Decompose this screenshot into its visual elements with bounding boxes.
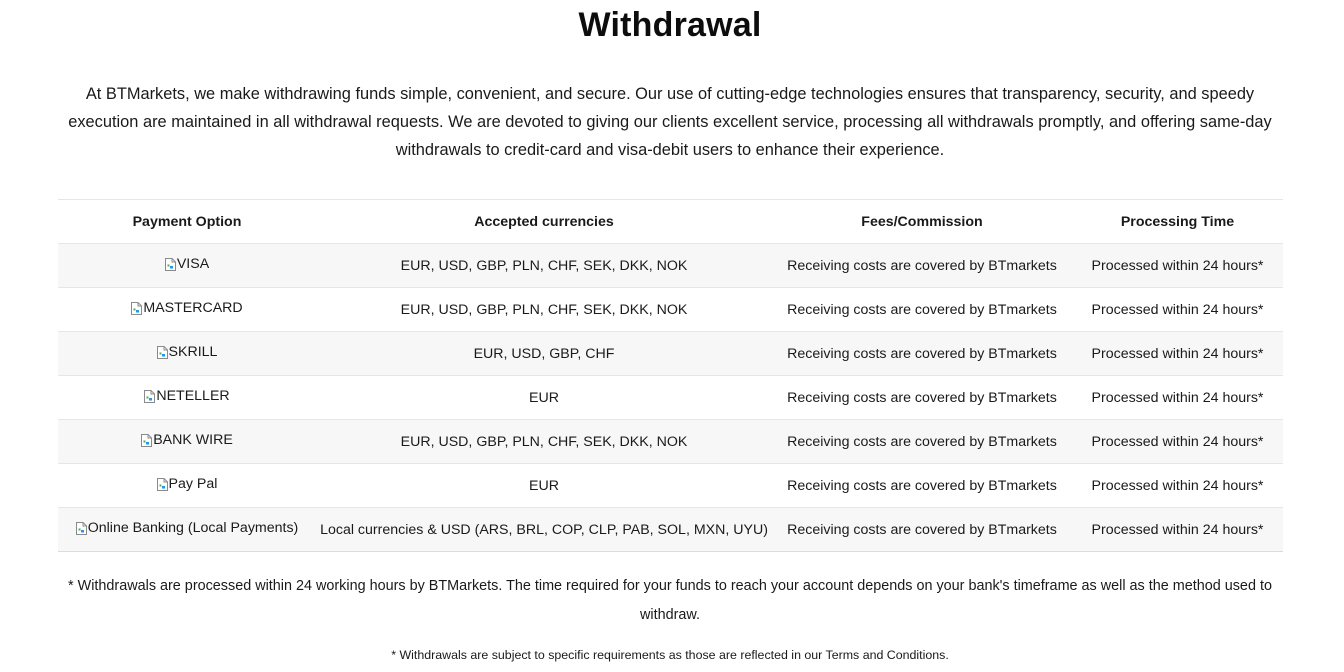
broken-image-icon — [165, 258, 176, 271]
fees-commission-cell: Receiving costs are covered by BTmarkets — [787, 521, 1057, 538]
payment-logo — [76, 520, 299, 536]
payment-option-label: Pay Pal — [168, 476, 218, 493]
header-processing-time: Processing Time — [1120, 213, 1235, 230]
payment-option-label: NETELLER — [156, 388, 230, 405]
table-row — [58, 244, 1283, 288]
accepted-currencies-cell: EUR, USD, GBP, PLN, CHF, SEK, DKK, NOK — [400, 433, 688, 450]
broken-image-icon — [144, 390, 155, 403]
accepted-currencies-cell: EUR, USD, GBP, PLN, CHF, SEK, DKK, NOK — [400, 257, 688, 274]
payment-option-cell — [58, 332, 316, 376]
table-row — [58, 332, 1283, 376]
payment-logo — [141, 432, 233, 448]
processing-time-cell: Processed within 24 hours* — [1091, 433, 1264, 450]
table-row — [58, 464, 1283, 508]
payment-option-label: Online Banking (Local Payments) — [87, 520, 299, 537]
payment-logo — [165, 256, 209, 272]
table-row — [58, 508, 1283, 552]
payment-option-cell — [58, 376, 316, 420]
processing-time-cell: Processed within 24 hours* — [1091, 257, 1264, 274]
accepted-currencies-cell: EUR — [529, 477, 559, 494]
payment-option-label: SKRILL — [168, 344, 218, 361]
fees-commission-cell: Receiving costs are covered by BTmarkets — [787, 301, 1057, 318]
table-header-row — [58, 200, 1283, 244]
accepted-currencies-cell: Local currencies & USD (ARS, BRL, COP, CLP, PAB, SOL, MXN, UYU) — [320, 521, 768, 538]
payment-option-cell — [58, 420, 316, 464]
table-row — [58, 288, 1283, 332]
payment-option-cell — [58, 464, 316, 508]
accepted-currencies-cell: EUR, USD, GBP, PLN, CHF, SEK, DKK, NOK — [400, 301, 688, 318]
payment-option-label: MASTERCARD — [143, 300, 243, 317]
broken-image-icon — [157, 478, 168, 491]
header-fees-commission: Fees/Commission — [861, 213, 983, 230]
processing-time-cell: Processed within 24 hours* — [1091, 477, 1264, 494]
fees-commission-cell: Receiving costs are covered by BTmarkets — [787, 257, 1057, 274]
accepted-currencies-cell: EUR, USD, GBP, CHF — [473, 345, 615, 362]
page-title: Withdrawal — [578, 6, 762, 44]
processing-time-cell: Processed within 24 hours* — [1091, 389, 1264, 406]
fees-commission-cell: Receiving costs are covered by BTmarkets — [787, 389, 1057, 406]
table-body — [58, 244, 1283, 552]
payment-logo — [157, 476, 218, 492]
withdrawal-methods-table — [58, 199, 1283, 552]
header-accepted-currencies: Accepted currencies — [474, 213, 614, 230]
payment-option-label: VISA — [176, 256, 210, 273]
payment-option-cell — [58, 244, 316, 288]
payment-option-label: BANK WIRE — [153, 432, 233, 449]
processing-footnote: * Withdrawals are processed within 24 working hours by BTMarkets. The time required for your funds to reach your account depends on your bank's timeframe as well as the method used to withdraw. — [68, 578, 1272, 623]
processing-time-cell: Processed within 24 hours* — [1091, 345, 1264, 362]
payment-option-cell — [58, 288, 316, 332]
fees-commission-cell: Receiving costs are covered by BTmarkets — [787, 433, 1057, 450]
fees-commission-cell: Receiving costs are covered by BTmarkets — [787, 345, 1057, 362]
terms-footnote: * Withdrawals are subject to specific requirements as those are reflected in our Terms and Conditions. — [391, 648, 949, 662]
accepted-currencies-cell: EUR — [529, 389, 559, 406]
table-row — [58, 420, 1283, 464]
broken-image-icon — [141, 434, 152, 447]
intro-paragraph: At BTMarkets, we make withdrawing funds simple, convenient, and secure. Our use of cutting-edge technologies ensures that transparency, security, and speedy execution are maintained in all withdrawal requests. We are devoted to giving our clients excellent service, processing all withdrawals promptly, and offering same-day withdrawals to credit-card and visa-debit users to enhance their experience. — [68, 85, 1272, 159]
processing-time-cell: Processed within 24 hours* — [1091, 521, 1264, 538]
processing-time-cell: Processed within 24 hours* — [1091, 301, 1264, 318]
payment-option-cell — [58, 508, 316, 552]
payment-logo — [131, 300, 242, 316]
payment-logo — [144, 388, 229, 404]
fees-commission-cell: Receiving costs are covered by BTmarkets — [787, 477, 1057, 494]
broken-image-icon — [131, 302, 142, 315]
header-payment-option: Payment Option — [132, 213, 242, 230]
payment-logo — [157, 344, 218, 360]
broken-image-icon — [157, 346, 168, 359]
broken-image-icon — [76, 522, 87, 535]
table-row — [58, 376, 1283, 420]
